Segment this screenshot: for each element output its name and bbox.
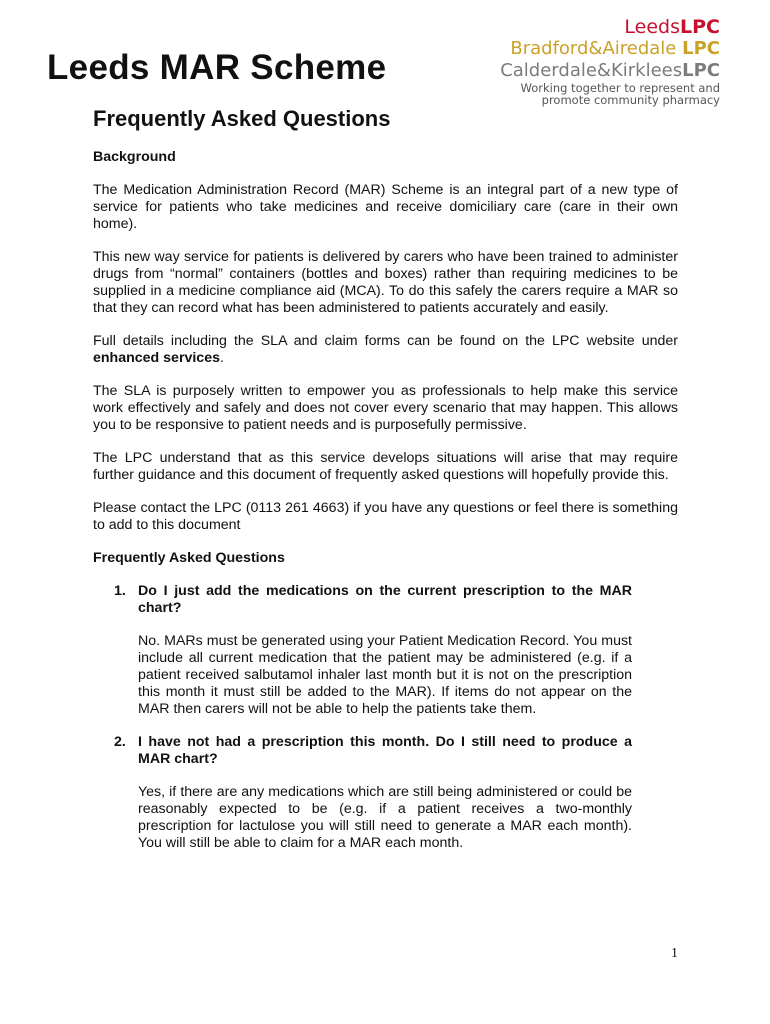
question-number: 2. — [114, 734, 126, 750]
document-title: Leeds MAR Scheme — [47, 48, 387, 87]
paragraph: The LPC understand that as this service develops situations will arise that may require further guidance and this document of frequently asked questions will hopefully provide this. — [93, 450, 678, 483]
faq-item — [93, 583, 678, 718]
question-text: Do I just add the medications on the current prescription to the MAR chart? — [138, 583, 632, 616]
contact-paragraph: Please contact the LPC (0113 261 4663) if you have any questions or feel there is something to add to this document — [93, 500, 678, 533]
page-number: 1 — [671, 946, 678, 961]
faq-list — [93, 583, 678, 852]
answer-text: Yes, if there are any medications which are still being administered or could be reasonably expected to be (e.g. if a patient receives a two-monthly prescription for lactulose you will still need to generate a MAR each month). You will still be able to claim for a MAR each month. — [138, 784, 632, 851]
page-heading: Frequently Asked Questions — [93, 106, 391, 131]
lpc-logo — [500, 16, 720, 106]
question-text: I have not had a prescription this month. Do I still need to produce a MAR chart? — [138, 734, 632, 767]
details-paragraph: Full details including the SLA and claim forms can be found on the LPC website under enhanced services. — [93, 333, 678, 366]
logo-line-bradford: Bradford&Airedale LPC — [510, 38, 720, 59]
faq-item — [93, 734, 678, 852]
background-heading: Background — [93, 149, 176, 165]
enhanced-services-link: enhanced services — [93, 350, 220, 366]
logo-line-leeds: LeedsLPC — [624, 16, 720, 38]
logo-line-calderdale: Calderdale&KirkleesLPC — [500, 60, 720, 81]
answer-text: No. MARs must be generated using your Patient Medication Record. You must include all current medication that the patient may be administered (e.g. if a patient received salbutamol inhaler last month but it is not on the prescription this month it must still be added to the MAR). If items do not appear on the MAR then carers will not be able to help the patients take them. — [138, 633, 632, 717]
faq-heading: Frequently Asked Questions — [93, 550, 285, 566]
paragraph: The SLA is purposely written to empower you as professionals to help make this service work effectively and safely and does not cover every scenario that may happen. This allows you to be responsive to patient needs and is purposefully permissive. — [93, 383, 678, 433]
paragraph: The Medication Administration Record (MAR) Scheme is an integral part of a new type of service for patients who take medicines and receive domiciliary care (care in their own home). — [93, 182, 678, 232]
question-number: 1. — [114, 583, 126, 599]
logo-tagline: Working together to represent and promote community pharmacy — [520, 81, 720, 107]
document-body — [93, 105, 678, 868]
paragraph: This new way service for patients is delivered by carers who have been trained to administer drugs from “normal” containers (bottles and boxes) rather than requiring medicines to be supplied in a medicine compliance aid (MCA). To do this safely the carers require a MAR so that they can record what has been administered to patients accurately and easily. — [93, 249, 678, 316]
